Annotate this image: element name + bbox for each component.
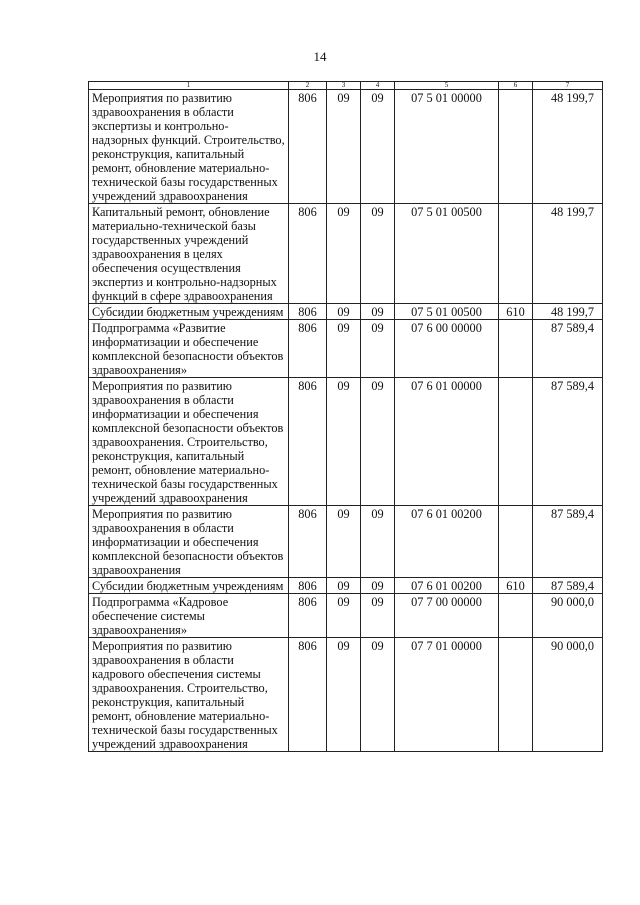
row-section: 09 — [327, 506, 361, 578]
row-type — [499, 594, 533, 638]
row-type — [499, 204, 533, 304]
table-row — [89, 638, 603, 752]
row-amount: 90 000,0 — [533, 638, 603, 752]
row-code: 806 — [289, 578, 327, 594]
row-amount: 48 199,7 — [533, 304, 603, 320]
row-subsection: 09 — [361, 90, 395, 204]
row-code: 806 — [289, 506, 327, 578]
row-amount: 87 589,4 — [533, 506, 603, 578]
row-subsection: 09 — [361, 204, 395, 304]
row-type — [499, 506, 533, 578]
row-type: 610 — [499, 304, 533, 320]
row-name: Подпрограмма «Развитие информатизации и обеспечение комплексной безопасности объектов здравоохранения» — [89, 320, 289, 378]
row-code: 806 — [289, 320, 327, 378]
row-section: 09 — [327, 594, 361, 638]
row-target: 07 6 01 00000 — [395, 378, 499, 506]
row-subsection: 09 — [361, 304, 395, 320]
row-section: 09 — [327, 320, 361, 378]
column-header: 5 — [395, 82, 499, 90]
table-row — [89, 204, 603, 304]
row-code: 806 — [289, 204, 327, 304]
row-subsection: 09 — [361, 594, 395, 638]
row-type — [499, 320, 533, 378]
row-amount: 87 589,4 — [533, 578, 603, 594]
row-section: 09 — [327, 304, 361, 320]
row-amount: 90 000,0 — [533, 594, 603, 638]
row-code: 806 — [289, 378, 327, 506]
row-code: 806 — [289, 304, 327, 320]
table-row — [89, 506, 603, 578]
table-row — [89, 578, 603, 594]
table-row — [89, 90, 603, 204]
row-section: 09 — [327, 638, 361, 752]
row-type: 610 — [499, 578, 533, 594]
page-number: 14 — [313, 49, 327, 64]
row-name: Мероприятия по развитию здравоохранения в области информатизации и обеспечения комплексной безопасности объектов здравоохранения. Строительство, реконструкция, капитальный ремонт, обновление материально-технической базы государственных учреждений здравоохранения — [89, 378, 289, 506]
row-target: 07 7 01 00000 — [395, 638, 499, 752]
row-amount: 48 199,7 — [533, 90, 603, 204]
table-row — [89, 594, 603, 638]
column-header: 6 — [499, 82, 533, 90]
table-row — [89, 378, 603, 506]
budget-table — [88, 81, 603, 752]
table-header-row — [89, 82, 603, 90]
row-code: 806 — [289, 90, 327, 204]
row-section: 09 — [327, 578, 361, 594]
row-type — [499, 90, 533, 204]
row-target: 07 5 01 00500 — [395, 304, 499, 320]
row-name: Мероприятия по развитию здравоохранения в области экспертизы и контрольно-надзорных функций. Строительство, реконструкция, капитальный ремонт, обновление материально-технической базы государственных учреждений здравоохранения — [89, 90, 289, 204]
row-target: 07 7 00 00000 — [395, 594, 499, 638]
row-subsection: 09 — [361, 578, 395, 594]
row-name: Мероприятия по развитию здравоохранения в области информатизации и обеспечения комплексной безопасности объектов здравоохранения — [89, 506, 289, 578]
row-amount: 87 589,4 — [533, 320, 603, 378]
row-target: 07 6 01 00200 — [395, 506, 499, 578]
row-section: 09 — [327, 204, 361, 304]
row-subsection: 09 — [361, 506, 395, 578]
row-target: 07 5 01 00000 — [395, 90, 499, 204]
row-target: 07 5 01 00500 — [395, 204, 499, 304]
row-amount: 48 199,7 — [533, 204, 603, 304]
row-name: Субсидии бюджетным учреждениям — [89, 304, 289, 320]
table-row — [89, 320, 603, 378]
row-type — [499, 638, 533, 752]
row-code: 806 — [289, 594, 327, 638]
row-name: Мероприятия по развитию здравоохранения в области кадрового обеспечения системы здравоохранения. Строительство, реконструкция, капитальный ремонт, обновление материально-технической базы государственных учреждений здравоохранения — [89, 638, 289, 752]
column-header: 4 — [361, 82, 395, 90]
row-name: Капитальный ремонт, обновление материально-технической базы государственных учреждений здравоохранения в целях обеспечения осуществления экспертиз и контрольно-надзорных функций в сфере здравоохранения — [89, 204, 289, 304]
row-subsection: 09 — [361, 320, 395, 378]
row-amount: 87 589,4 — [533, 378, 603, 506]
column-header: 7 — [533, 82, 603, 90]
row-name: Субсидии бюджетным учреждениям — [89, 578, 289, 594]
row-code: 806 — [289, 638, 327, 752]
row-name: Подпрограмма «Кадровое обеспечение системы здравоохранения» — [89, 594, 289, 638]
row-section: 09 — [327, 378, 361, 506]
row-section: 09 — [327, 90, 361, 204]
column-header: 3 — [327, 82, 361, 90]
column-header: 1 — [89, 82, 289, 90]
row-target: 07 6 00 00000 — [395, 320, 499, 378]
row-subsection: 09 — [361, 378, 395, 506]
row-target: 07 6 01 00200 — [395, 578, 499, 594]
row-type — [499, 378, 533, 506]
table-row — [89, 304, 603, 320]
row-subsection: 09 — [361, 638, 395, 752]
column-header: 2 — [289, 82, 327, 90]
